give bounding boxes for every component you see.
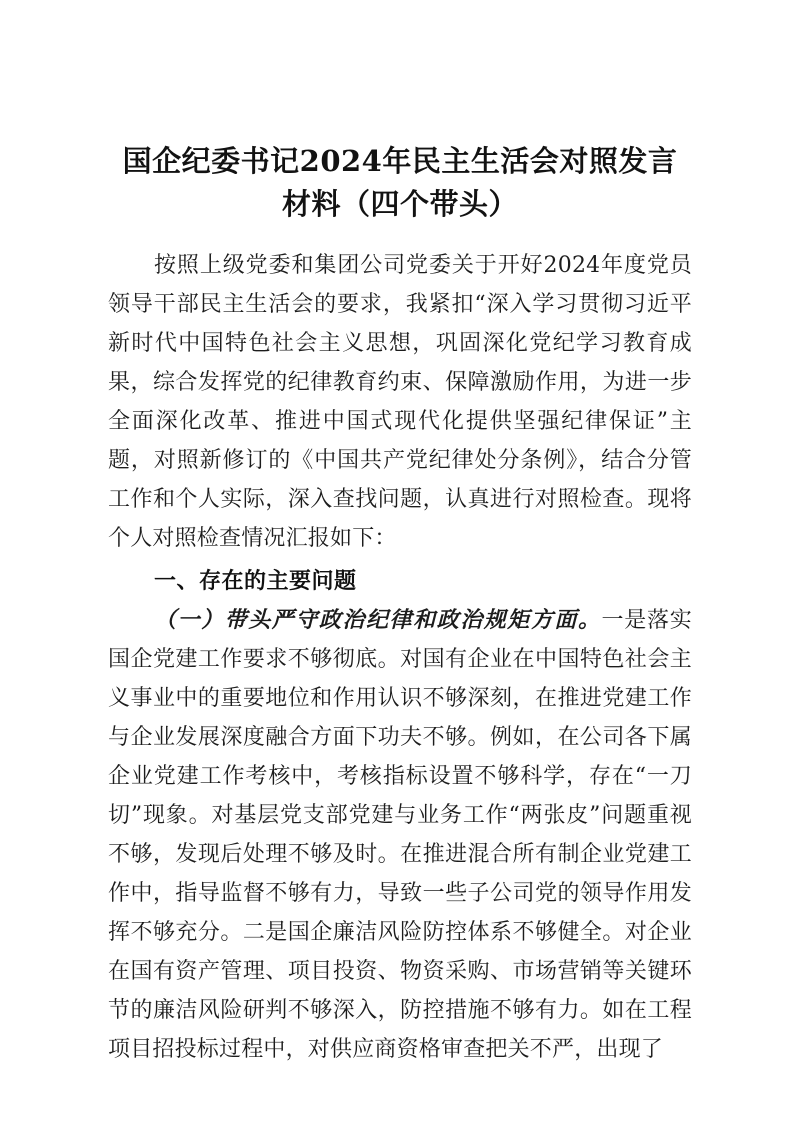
page-title: 国企纪委书记2024年民主生活会对照发言材料（四个带头） xyxy=(122,144,678,221)
section-heading-main-problems: 一、存在的主要问题 xyxy=(154,569,357,594)
opening-paragraph: 按照上级党委和集团公司党委关于开好2024年度党员领导干部民主生活会的要求，我紧扣“深入学习贯彻习近平新时代中国特色社会主义思想，巩固深化党纪学习教育成果，综合发挥党的纪律教育约束、保障激励作用，为进一步全面深化改革、推进中国式现代化提供坚强纪律保证”主题，对照新修订的《中国共产党纪律处分条例》，结合分管工作和个人实际，深入查找问题，认真进行对照检查。现将个人对照检查情况汇报如下： xyxy=(108,253,692,551)
subsection-paragraph-1 xyxy=(108,601,692,1069)
document-content xyxy=(108,0,692,1069)
subsection-body-text: 一是落实国企党建工作要求不够彻底。对国有企业在中国特色社会主义事业中的重要地位和作用认识不够深刻，在推进党建工作与企业发展深度融合方面下功夫不够。例如，在公司各下属企业党建工作考核中，考核指标设置不够科学，存在“一刀切”现象。对基层党支部党建与业务工作“两张皮”问题重视不够，发现后处理不够及时。在推进混合所有制企业党建工作中，指导监督不够有力，导致一些子公司党的领导作用发挥不够充分。二是国企廉洁风险防控体系不够健全。对企业在国有资产管理、项目投资、物资采购、市场营销等关键环节的廉洁风险研判不够深入，防控措施不够有力。如在工程项目招投标过程中，对供应商资格审查把关不严，出现了 xyxy=(108,608,692,1062)
subsection-lead-in-political-discipline: （一）带头严守政治纪律和政治规矩方面。 xyxy=(154,607,602,633)
